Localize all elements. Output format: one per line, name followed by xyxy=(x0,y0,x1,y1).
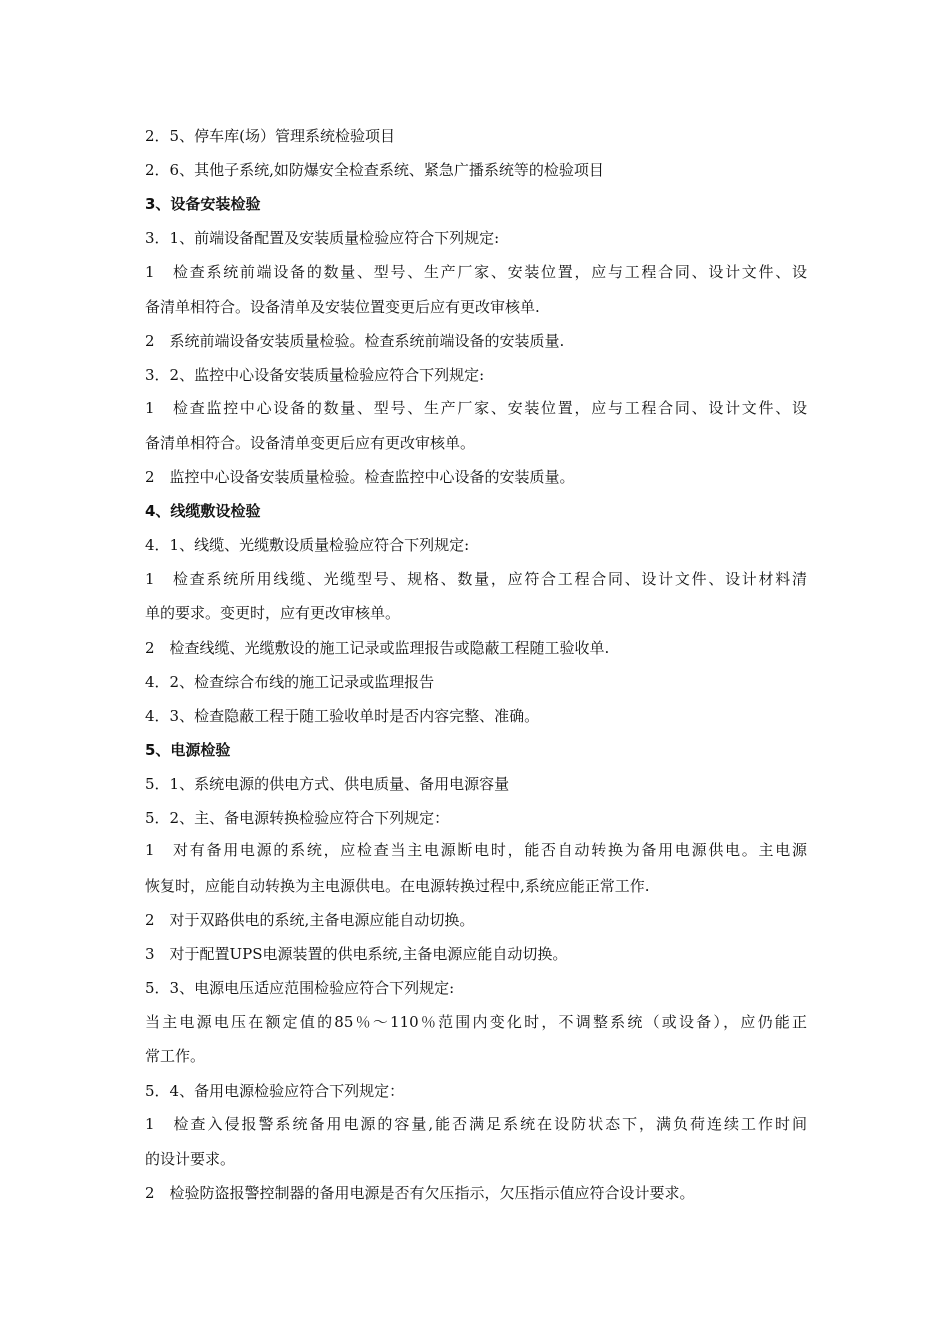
text-line: 单的要求。变更时，应有更改审核单。 xyxy=(145,604,401,622)
text-line: 1 检查入侵报警系统备用电源的容量,能否满足系统在设防状态下，满负荷连续工作时间 xyxy=(145,1115,807,1133)
text-line: 1 对有备用电源的系统，应检查当主电源断电时，能否自动转换为备用电源供电。主电源 xyxy=(145,841,807,859)
text-line: 1 检查监控中心设备的数量、型号、生产厂家、安装位置，应与工程合同、设计文件、设 xyxy=(145,399,807,417)
text-line: 备清单相符合。设备清单变更后应有更改审核单。 xyxy=(145,434,476,452)
text-line: 5．2、主、备电源转换检验应符合下列规定： xyxy=(145,809,450,827)
text-line: 4．3、检查隐蔽工程于随工验收单时是否内容完整、准确。 xyxy=(145,707,540,725)
text-line: 5．1、系统电源的供电方式、供电质量、备用电源容量 xyxy=(145,775,510,793)
text-line: 常工作。 xyxy=(145,1047,206,1065)
text-line: 3 对于配置UPS电源装置的供电系统,主备电源应能自动切换。 xyxy=(145,945,568,963)
text-line: 当主电源电压在额定值的85％～110％范围内变化时，不调整系统（或设备），应仍能正 xyxy=(145,1013,807,1031)
text-line: 恢复时，应能自动转换为主电源供电。在电源转换过程中,系统应能正常工作. xyxy=(145,877,650,895)
section-heading: 3、设备安装检验 xyxy=(145,195,261,213)
text-line: 备清单相符合。设备清单及安装位置变更后应有更改审核单. xyxy=(145,298,540,316)
text-line: 2 检查线缆、光缆敷设的施工记录或监理报告或隐蔽工程随工验收单. xyxy=(145,639,610,657)
text-line: 2 系统前端设备安装质量检验。检查系统前端设备的安装质量. xyxy=(145,332,565,350)
text-line: 的设计要求。 xyxy=(145,1150,236,1168)
text-line: 2．6、其他子系统,如防爆安全检查系统、紧急广播系统等的检验项目 xyxy=(145,161,604,179)
section-heading: 5、电源检验 xyxy=(145,741,231,759)
text-line: 2．5、停车库(场）管理系统检验项目 xyxy=(145,127,395,145)
text-line: 5．4、备用电源检验应符合下列规定： xyxy=(145,1082,405,1100)
text-line: 2 监控中心设备安装质量检验。检查监控中心设备的安装质量。 xyxy=(145,468,575,486)
text-line: 3．2、监控中心设备安装质量检验应符合下列规定: xyxy=(145,366,485,384)
text-line: 4．1、线缆、光缆敷设质量检验应符合下列规定: xyxy=(145,536,470,554)
text-line: 4．2、检查综合布线的施工记录或监理报告 xyxy=(145,673,435,691)
section-heading: 4、线缆敷设检验 xyxy=(145,502,261,520)
text-line: 5．3、电源电压适应范围检验应符合下列规定: xyxy=(145,979,455,997)
text-line: 2 检验防盗报警控制器的备用电源是否有欠压指示，欠压指示值应符合设计要求。 xyxy=(145,1184,695,1202)
text-line: 1 检查系统所用线缆、光缆型号、规格、数量，应符合工程合同、设计文件、设计材料清 xyxy=(145,570,807,588)
text-line: 3．1、前端设备配置及安装质量检验应符合下列规定: xyxy=(145,229,500,247)
text-line: 1 检查系统前端设备的数量、型号、生产厂家、安装位置，应与工程合同、设计文件、设 xyxy=(145,263,807,281)
text-line: 2 对于双路供电的系统,主备电源应能自动切换。 xyxy=(145,911,475,929)
